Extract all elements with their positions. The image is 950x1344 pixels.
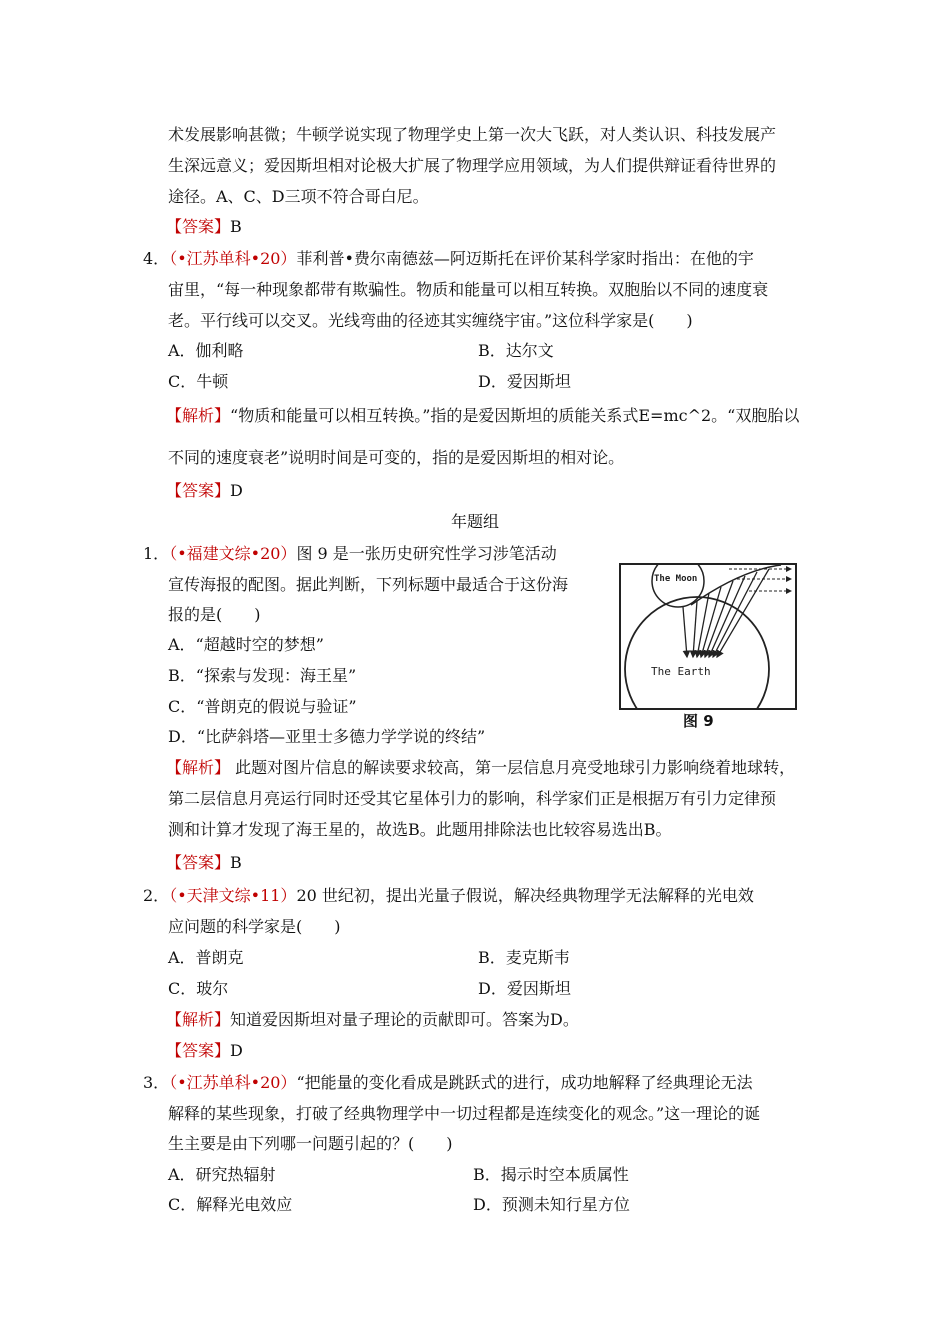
g1-option-b: B．“探索与发现：海王星” [168, 666, 357, 685]
g3-line-2: 解释的某些现象，打破了经典物理学中一切过程都是连续变化的观念。”这一理论的诞 [168, 1104, 761, 1123]
g2-analysis-text-1: 知道爱因斯坦对量子理论的贡献即可。答案为D。 [230, 1010, 579, 1029]
g2-option-d: D．爱因斯坦 [478, 979, 571, 998]
g1-answer [166, 852, 242, 874]
q4-line-3: 老。平行线可以交叉。光线弯曲的径迹其实缠绕宇宙。”这位科学家是( ) [168, 311, 693, 330]
q4-option-b: B．达尔文 [478, 341, 554, 360]
g2-option-b: B．麦克斯韦 [478, 948, 570, 967]
g2-answer [166, 1040, 243, 1062]
g1-line-1 [143, 543, 557, 565]
g2-line-1 [143, 885, 754, 907]
intro-line-2: 生深远意义；爱因斯坦相对论极大扩展了物理学应用领域，为人们提供辩证看待世界的 [168, 156, 777, 175]
g1-source: （•福建文综•20） [169, 544, 297, 563]
group-title: 年题组 [450, 512, 499, 531]
moon-label: The Moon [654, 574, 698, 584]
answer-value: D [230, 1041, 243, 1060]
answer-label: 【答案】 [166, 481, 231, 500]
q4-option-d: D．爱因斯坦 [478, 372, 571, 391]
g3-option-c: C．解释光电效应 [168, 1195, 293, 1214]
g3-text-1: “把能量的变化看成是跳跃式的进行，成功地解释了经典理论无法 [296, 1073, 753, 1092]
answer-value: B [230, 853, 242, 872]
g1-option-a: A．“超越时空的梦想” [168, 635, 324, 654]
figure-9 [619, 563, 797, 710]
g3-line-1 [143, 1072, 753, 1094]
g1-option-c: C．“普朗克的假说与验证” [168, 697, 357, 716]
intro-line-1: 术发展影响甚微；牛顿学说实现了物理学史上第一次大飞跃，对人类认识、科技发展产 [168, 125, 777, 144]
g1-analysis-text-1: 此题对图片信息的解读要求较高，第一层信息月亮受地球引力影响绕着地球转， [230, 758, 796, 777]
g3-line-3: 生主要是由下列哪一问题引起的？( ) [168, 1134, 453, 1153]
q4-option-a: A．伽利略 [168, 341, 244, 360]
q4-analysis-2: 不同的速度衰老”说明时间是可变的，指的是爱因斯坦的相对论。 [168, 448, 625, 467]
q4-line-2: 宙里，“每一种现象都带有欺骗性。物质和能量可以相互转换。双胞胎以不同的速度衰 [168, 280, 769, 299]
q4-text-1: 菲利普•费尔南德兹—阿迈斯托在评价某科学家时指出：在他的宇 [296, 249, 754, 268]
g1-line-3: 报的是( ) [168, 605, 261, 624]
moon-earth-diagram [621, 565, 795, 708]
q4-answer [166, 480, 243, 502]
g2-source: （•天津文综•11） [169, 886, 297, 905]
intro-answer [166, 216, 242, 238]
g1-option-d: D．“比萨斜塔—亚里士多德力学学说的终结” [168, 727, 486, 746]
q4-analysis-text-1: “物质和能量可以相互转换。”指的是爱因斯坦的质能关系式E=mc^2。“双胞胎以 [230, 406, 800, 425]
g1-analysis-3: 测和计算才发现了海王星的，故选B。此题用排除法也比较容易选出B。 [168, 820, 672, 839]
intro-line-3: 途径。A、C、D三项不符合哥白尼。 [168, 187, 429, 206]
g2-line-2: 应问题的科学家是( ) [168, 917, 341, 936]
g3-option-d: D．预测未知行星方位 [473, 1195, 630, 1214]
g1-analysis-1 [166, 757, 795, 779]
g1-text-1: 图 9 是一张历史研究性学习涉笔活动 [296, 544, 557, 563]
q4-line-1 [143, 248, 754, 270]
answer-label: 【答案】 [166, 217, 231, 236]
g3-source: （•江苏单科•20） [169, 1073, 297, 1092]
answer-value: B [230, 217, 242, 236]
g3-number: 3． [143, 1073, 170, 1092]
g2-option-c: C．玻尔 [168, 979, 229, 998]
q4-analysis-1 [166, 405, 799, 427]
figure-caption: 图 9 [683, 712, 714, 730]
analysis-label: 【解析】 [166, 1010, 231, 1029]
earth-label: The Earth [651, 665, 711, 678]
q4-option-c: C．牛顿 [168, 372, 229, 391]
g2-option-a: A．普朗克 [168, 948, 244, 967]
g2-number: 2． [143, 886, 170, 905]
analysis-label: 【解析】 [166, 406, 231, 425]
q4-source: （•江苏单科•20） [169, 249, 297, 268]
answer-label: 【答案】 [166, 1041, 231, 1060]
answer-label: 【答案】 [166, 853, 231, 872]
g2-analysis-1 [166, 1009, 579, 1031]
g2-text-1: 20 世纪初，提出光量子假说，解决经典物理学无法解释的光电效 [296, 886, 754, 905]
g3-option-b: B．揭示时空本质属性 [473, 1165, 629, 1184]
g1-line-2: 宣传海报的配图。据此判断，下列标题中最适合于这份海 [168, 575, 569, 594]
earth-circle [625, 597, 769, 708]
g1-analysis-2: 第二层信息月亮运行同时还受其它星体引力的影响，科学家们正是根据万有引力定律预 [168, 789, 777, 808]
answer-value: D [230, 481, 243, 500]
g3-option-a: A．研究热辐射 [168, 1165, 276, 1184]
q4-number: 4． [143, 249, 170, 268]
analysis-label: 【解析】 [166, 758, 231, 777]
g1-number: 1． [143, 544, 170, 563]
